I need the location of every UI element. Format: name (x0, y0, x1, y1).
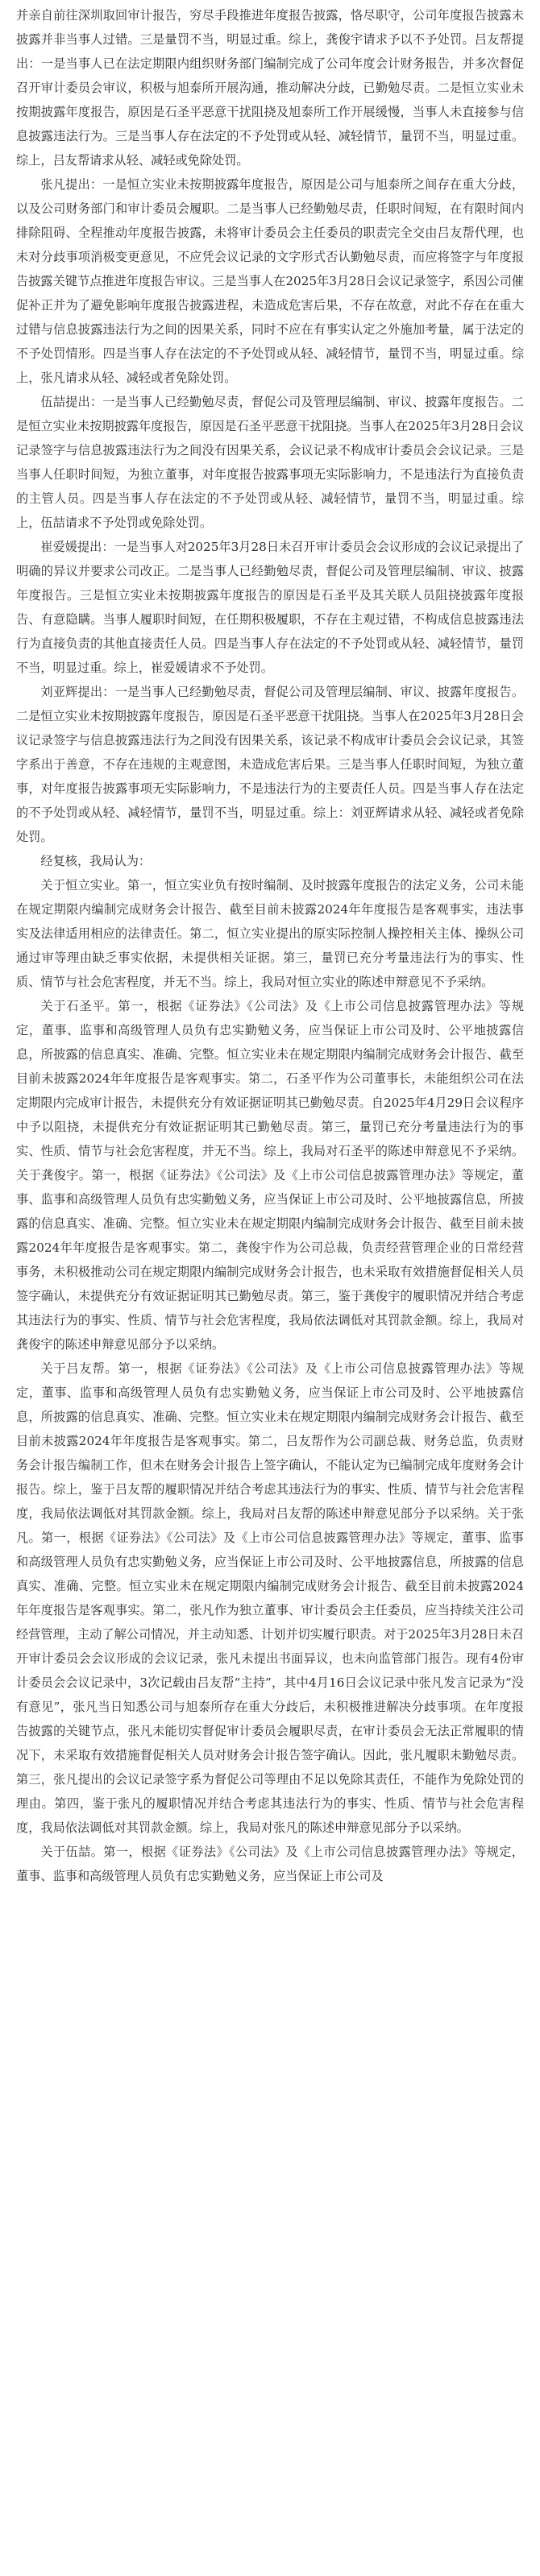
paragraph-continuation: 并亲自前往深圳取回审计报告，穷尽手段推进年度报告披露，恪尽职守，公司年度报告披露未披露并非当事人过错。三是量罚不当，明显过重。综上，龚俊宇请求予以不予处罚。吕友帮提出：一是当事人已在法定期限内组织财务部门编制完成了公司年度会计财务报告，并多次督促召开审计委员会审议，积极与旭泰所开展沟通，推动解决分歧，已勤勉尽责。二是恒立实业未按期披露年度报告，原因是石圣平恶意干扰阻挠及旭泰所工作开展缓慢，当事人未直接参与信息披露违法行为。三是当事人存在法定的不予处罚或从轻、减轻情节，量罚不当，明显过重。综上，吕友帮请求从轻、减轻或免除处罚。 (16, 8, 524, 168)
paragraph-review-lv-zhang: 关于吕友帮。第一，根据《证券法》《公司法》及《上市公司信息披露管理办法》等规定，董事、监事和高级管理人员负有忠实勤勉义务，应当保证上市公司及时、公平地披露信息，所披露的信息真实、准确、完整。恒立实业未在规定期限内编制完成财务会计报告、截至目前未披露2024年年度报告是客观事实。第二，吕友帮作为公司副总裁、财务总监，负责财务会计报告编制工作，但未在财务会计报告上签字确认，不能认定为已编制完成年度财务会计报告。综上，鉴于吕友帮的履职情况并结合考虑其违法行为的事实、性质、情节与社会危害程度，我局依法调低对其罚款金额。综上，我局对吕友帮的陈述申辩意见部分予以采纳。关于张凡。第一，根据《证券法》《公司法》及《上市公司信息披露管理办法》等规定，董事、监事和高级管理人员负有忠实勤勉义务，应当保证上市公司及时、公平地披露信息，所披露的信息真实、准确、完整。恒立实业未在规定期限内编制完成财务会计报告、截至目前未披露2024年年度报告是客观事实。第二，张凡作为独立董事、审计委员会主任委员，应当持续关注公司经营管理，主动了解公司情况，并主动知悉、计划并切实履行职责。对于2025年3月28日未召开审计委员会会议形成的会议记录，张凡未提出书面异议，也未向监管部门报告。现有4份审计委员会会议记录中，3次记载由吕友帮“主持”，其中4月16日会议记录中张凡发言记录为“没有意见”，张凡当日知悉公司与旭泰所存在重大分歧后，未积极推进解决分歧事项。在年度报告披露的关键节点，张凡未能切实督促审计委员会履职尽责，在审计委员会无法正常履职的情况下，未采取有效措施督促相关人员对财务会计报告签字确认。因此，张凡履职未勤勉尽责。第三，张凡提出的会议记录签字系为督促公司等理由不足以免除其责任，不能作为免除处罚的理由。第四，鉴于张凡的履职情况并结合考虑其违法行为的事实、性质、情节与社会危害程度，我局依法调低对其罚款金额。综上，我局对张凡的陈述申辩意见部分予以采纳。 (16, 1361, 524, 1835)
paragraph-review-shi-gong: 关于石圣平。第一，根据《证券法》《公司法》及《上市公司信息披露管理办法》等规定，董事、监事和高级管理人员负有忠实勤勉义务，应当保证上市公司及时、公平地披露信息，所披露的信息真实、准确、完整。恒立实业未在规定期限内编制完成财务会计报告、截至目前未披露2024年年度报告是客观事实。第二，石圣平作为公司董事长，未能组织公司在法定期限内完成审计报告，未提供充分有效证据证明其已勤勉尽责。自2025年4月29日会议程序中予以阻挠，未提供充分有效证据证明其已勤勉尽责。第三，量罚已充分考量违法行为的事实、性质、情节与社会危害程度，并无不当。综上，我局对石圣平的陈述申辩意见不予采纳。关于龚俊宇。第一，根据《证券法》《公司法》及《上市公司信息披露管理办法》等规定，董事、监事和高级管理人员负有忠实勤勉义务，应当保证上市公司及时、公平地披露信息，所披露的信息真实、准确、完整。恒立实业未在规定期限内编制完成财务会计报告、截至目前未披露2024年年度报告是客观事实。第二，龚俊宇作为公司总裁，负责经营管理企业的日常经营事务，未积极推动公司在规定期限内编制完成财务会计报告，也未采取有效措施督促相关人员签字确认，未提供充分有效证据证明其已勤勉尽责。第三，鉴于龚俊宇的履职情况并结合考虑其违法行为的事实、性质、情节与社会危害程度，我局依法调低对其罚款金额。综上，我局对龚俊宇的陈述申辩意见部分予以采纳。 (16, 999, 524, 1352)
paragraph-zhang-fan-statement: 张凡提出：一是恒立实业未按期披露年度报告，原因是公司与旭泰所之间存在重大分歧，以及公司财务部门和审计委员会履职。二是当事人已经勤勉尽责，任职时间短，在有限时间内排除阻碍、全程推动年度报告披露，未将审计委员会主任委员的职责完全交由吕友帮代理，也未对分歧事项消极变更意见，不应凭会议记录的文字形式否认勤勉尽责，而应将签字与年度报告披露关键节点推进年度报告审议。三是当事人在2025年3月28日会议记录签字，系因公司催促补正并为了避免影响年度报告披露进程，未造成危害后果，不存在故意，对此不存在在重大过错与信息披露违法行为之间的因果关系，同时不应在有事实认定之外施加考量，属于法定的不予处罚情形。四是当事人存在法定的不予处罚或从轻、减轻情节，量罚不当，明显过重。综上，张凡请求从轻、减轻或者免除处罚。 (16, 177, 524, 385)
paragraph-review-intro: 经复核，我局认为： (40, 854, 152, 868)
paragraph-wu-zhe-statement: 伍喆提出：一是当事人已经勤勉尽责，督促公司及管理层编制、审议、披露年度报告。二是恒立实业未按期披露年度报告，原因是石圣平恶意干扰阻挠。当事人在2025年3月28日会议记录签字与信息披露违法行为之间没有因果关系，会议记录不构成审计委员会会议记录。三是当事人任职时间短，为独立董事，对年度报告披露事项无实际影响力，不是违法行为直接负责的主管人员。四是当事人存在法定的不予处罚或从轻、减轻情节，量罚不当，明显过重。综上，伍喆请求不予处罚或免除处罚。 (16, 395, 524, 530)
paragraph-review-wu-zhe: 关于伍喆。第一，根据《证券法》《公司法》及《上市公司信息披露管理办法》等规定，董事、监事和高级管理人员负有忠实勤勉义务，应当保证上市公司及 (16, 1845, 524, 1883)
paragraph-cui-aiyuan-statement: 崔爱媛提出：一是当事人对2025年3月28日未召开审计委员会会议形成的会议记录提出了明确的异议并要求公司改正。二是当事人已经勤勉尽责，督促公司及管理层编制、审议、披露年度报告。三是恒立实业未按期披露年度报告的原因是石圣平及其关联人员阻挠披露年度报告、有意隐瞒。当事人履职时间短，在任期积极履职，不存在主观过错，不构成信息披露违法行为直接负责的其他直接责任人员。四是当事人存在法定的不予处罚或从轻、减轻情节，量罚不当，明显过重。综上，崔爱媛请求不予处罚。 (16, 540, 524, 675)
paragraph-liu-yahui-statement: 刘亚辉提出：一是当事人已经勤勉尽责，督促公司及管理层编制、审议、披露年度报告。二是恒立实业未按期披露年度报告，原因是石圣平恶意干扰阻挠。当事人在2025年3月28日会议记录签字与信息披露违法行为之间没有因果关系，该记录不构成审计委员会会议记录，其签字系出于善意，不存在违规的主观意图，未造成危害后果。三是当事人任职时间短，为独立董事，对年度报告披露事项无实际影响力，不是违法行为的主要责任人员。四是当事人存在法定的不予处罚或从轻、减轻情节，量罚不当，明显过重。综上：刘亚辉请求从轻、减轻或者免除处罚。 (16, 685, 524, 844)
paragraph-review-hengli: 关于恒立实业。第一，恒立实业负有按时编制、及时披露年度报告的法定义务，公司未能在规定期限内编制完成财务会计报告、截至目前未披露2024年年度报告是客观事实，违法事实及法律适用相应的法律责任。第二，恒立实业提出的原实际控制人操控相关主体、操纵公司通过审等理由缺乏事实依据，未提供相关证据。第三，量罚已充分考量违法行为的事实、性质、情节与社会危害程度，并无不当。综上，我局对恒立实业的陈述申辩意见不予采纳。 (16, 878, 524, 989)
